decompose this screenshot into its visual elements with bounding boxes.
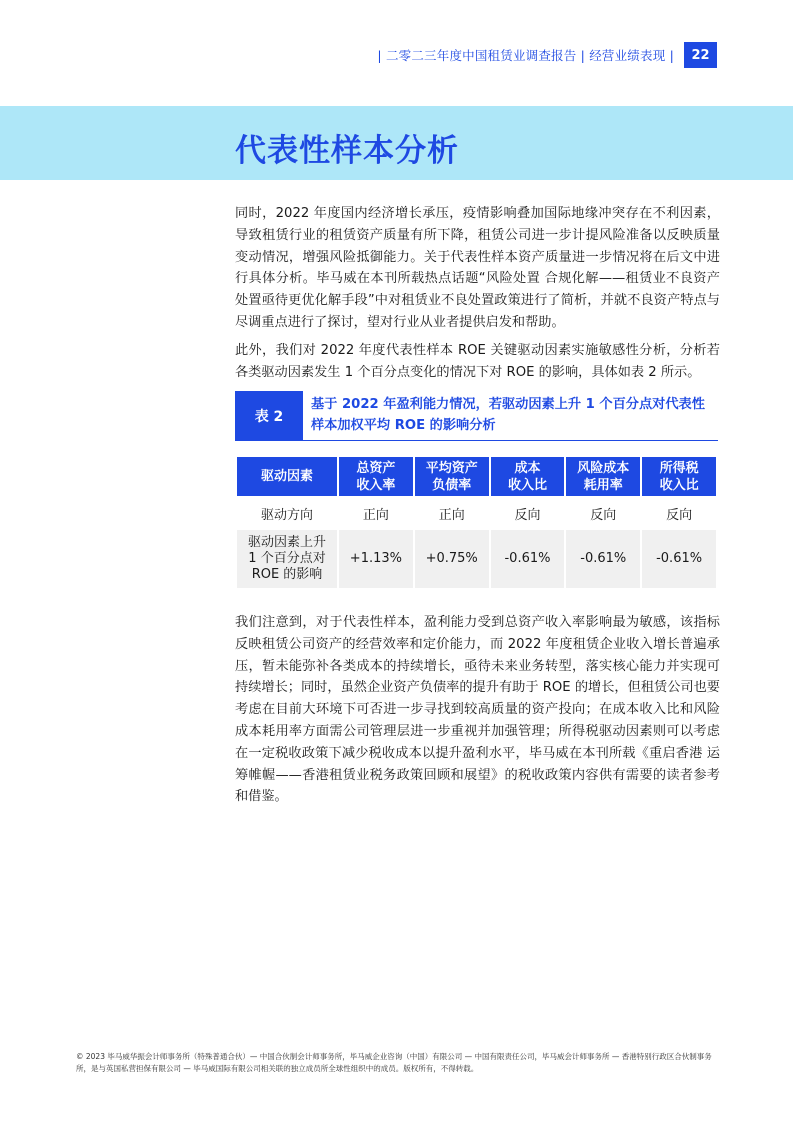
page-header [377, 43, 717, 67]
paragraph-1: 同时，2022 年度国内经济增长承压，疫情影响叠加国际地缘冲突存在不利因素，导致租赁行业的租赁资产质量有所下降，租赁公司进一步计提风险准备以反映质量变动情况，增强风险抵御能力。关于代表性样本资产质量进一步情况将在后文中进行具体分析。毕马威在本刊所载热点话题“风险处置 合规化解——租赁业不良资产处置亟待更优化解手段”中对租赁业不良处置政策进行了简析，并就不良资产特点与尽调重点进行了探讨，望对行业从业者提供启发和帮助。 [235, 206, 720, 330]
table-cell: 反向 [666, 507, 693, 523]
copyright-footer: © 2023 毕马威华振会计师事务所（特殊普通合伙）— 中国合伙制会计师事务所，毕马威企业咨询（中国）有限公司 — 中国有限责任公司，毕马威会计师事务所 — 香港特别行政区合伙制事务所，是与英国私营担保有限公司 — 毕马威国际有限公司相关联的独立成员所全球性组织中的成员。版权所有，不得转载。 [76, 1052, 712, 1073]
table-cell: 反向 [514, 507, 541, 523]
table-cell: +1.13% [339, 530, 413, 588]
table-header-row [237, 457, 716, 496]
header-cell: 所得税 收入比 [642, 457, 716, 496]
table-cell: 正向 [438, 507, 465, 523]
caption-divider [235, 440, 718, 441]
section-title: 代表性样本分析 [235, 133, 459, 169]
table-cell: -0.61% [642, 530, 716, 588]
table-cell: 反向 [590, 507, 617, 523]
sensitivity-table [235, 457, 718, 588]
table-caption-text: 基于 2022 年盈利能力情况，若驱动因素上升 1 个百分点对代表性样本加权平均 ROE 的影响分析 [311, 397, 705, 433]
header-cell: 驱动因素 [237, 457, 337, 496]
paragraph-3: 我们注意到，对于代表性样本，盈利能力受到总资产收入率影响最为敏感，该指标反映租赁公司资产的经营效率和定价能力，而 2022 年度租赁企业收入增长普遍承压，暂未能弥补各类成本的持续增长，亟待未来业务转型，落实核心能力并实现可持续增长；同时，虽然企业资产负债率的提升有助于 ROE 的增长，但租赁公司也要考虑在目前大环境下可否进一步寻找到较高质量的资产投向；在成本收入比和风险成本耗用率方面需公司管理层进一步重视并加强管理；所得税驱动因素则可以考虑在一定税收政策下减少税收成本以提升盈利水平，毕马威在本刊所载《重启香港 运筹帷幄——香港租赁业税务政策回顾和展望》的税收政策内容供有需要的读者参考和借鉴。 [235, 615, 720, 805]
table-cell: +0.75% [415, 530, 489, 588]
page-number: 22 [684, 42, 717, 68]
table-cell: -0.61% [491, 530, 565, 588]
table-row [237, 530, 716, 588]
table-cell: 驱动方向 [260, 507, 313, 523]
table-label: 表 2 [235, 391, 303, 441]
table-cell: -0.61% [566, 530, 640, 588]
table-row [237, 496, 716, 530]
header-cell: 风险成本 耗用率 [566, 457, 640, 496]
paragraph-2: 此外，我们对 2022 年度代表性样本 ROE 关键驱动因素实施敏感性分析，分析若各类驱动因素发生 1 个百分点变化的情况下对 ROE 的影响，具体如表 2 所示。 [235, 343, 720, 380]
header-cell: 成本 收入比 [491, 457, 565, 496]
table-cell: 驱动因素上升 1 个百分点对 ROE 的影响 [237, 530, 337, 588]
header-cell: 平均资产 负债率 [415, 457, 489, 496]
table-cell: 正向 [362, 507, 389, 523]
header-cell: 总资产 收入率 [339, 457, 413, 496]
table-caption [235, 391, 718, 441]
header-title: | 二零二三年度中国租赁业调查报告 | 经营业绩表现 | [377, 48, 674, 63]
